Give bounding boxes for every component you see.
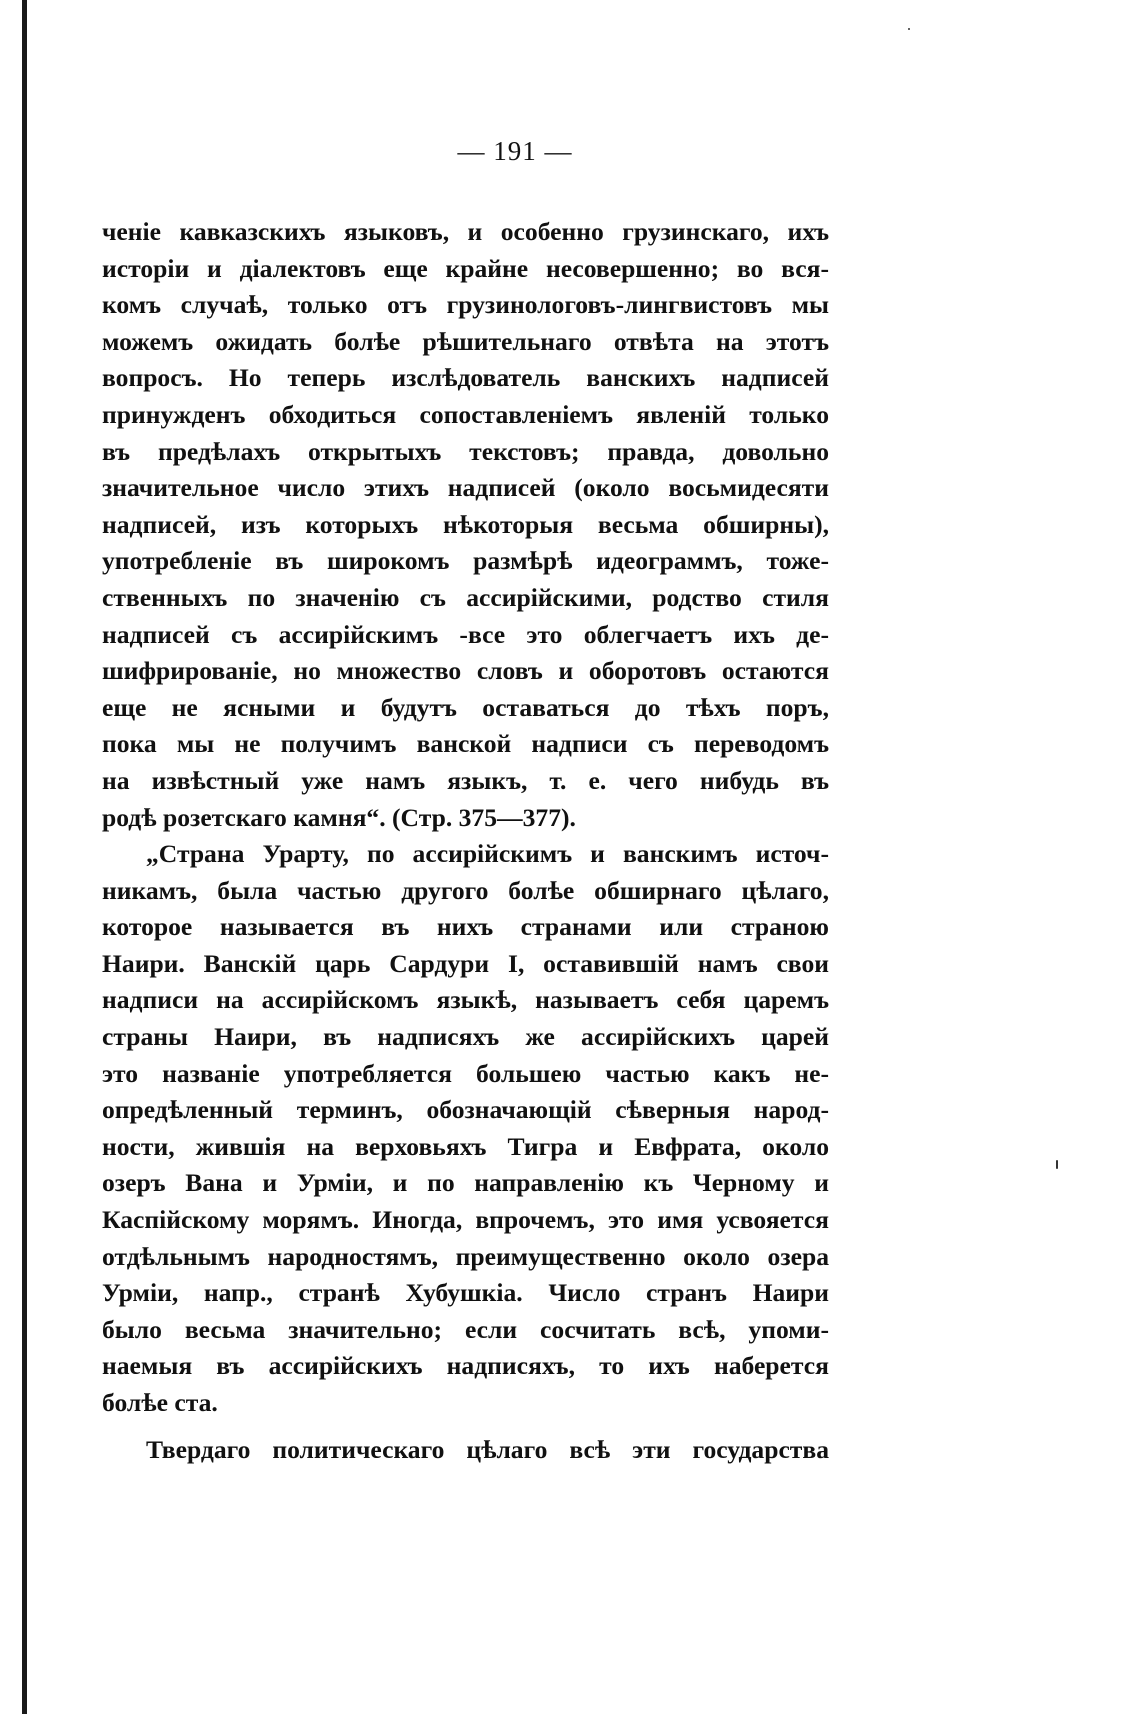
text-line: надписи на ассирійскомъ языкѣ, называетъ себя царемъ	[102, 985, 829, 1015]
text-line: „Страна Урарту, по ассирійскимъ и ванскимъ источ-	[146, 839, 829, 869]
text-line: на извѣстный уже намъ языкъ, т. е. чего нибудь въ	[102, 765, 829, 795]
text-line: ственныхъ по значенію съ ассирійскими, родство стиля	[102, 582, 829, 612]
page-number: — 191 —	[457, 136, 573, 166]
text-line: комъ случаѣ, только отъ грузинологовъ-лингвистовъ мы	[102, 290, 829, 320]
text-line: было весьма значительно; если сосчитать всѣ, упоми-	[102, 1314, 829, 1344]
text-line: Каспійскому морямъ. Иногда, впрочемъ, это имя усвояется	[102, 1205, 829, 1235]
text-line: Твердаго политическаго цѣлаго всѣ эти государства	[146, 1434, 829, 1464]
text-line: никамъ, была частью другого болѣе обширнаго цѣлаго,	[102, 875, 829, 905]
text-line: озеръ Вана и Урміи, и по направленію къ Черному и	[102, 1168, 829, 1198]
text-line: надписей, изъ которыхъ нѣкоторыя весьма обширны),	[102, 509, 829, 539]
text-line: которое называется въ нихъ странами или страною	[102, 912, 829, 942]
text-line: ности, жившія на верховьяхъ Тигра и Евфрата, около	[102, 1131, 829, 1161]
text-line: исторіи и діалектовъ еще крайне несовершенно; во вся-	[102, 253, 829, 283]
text-line: употребленіе въ широкомъ размѣрѣ идеограммъ, тоже-	[102, 546, 829, 576]
page-edge-shadow	[22, 0, 27, 1714]
paragraph-1	[102, 214, 829, 836]
text-line: принужденъ обходиться сопоставленіемъ явленій только	[102, 399, 829, 429]
text-line: значительное число этихъ надписей (около восьмидесяти	[102, 473, 829, 503]
body-text	[102, 214, 829, 1468]
text-line: болѣе ста.	[102, 1388, 218, 1417]
text-line: страны Наири, въ надписяхъ же ассирійскихъ царей	[102, 1022, 829, 1052]
text-line: шифрированіе, но множество словъ и оборотовъ остаются	[102, 656, 829, 686]
text-line: надписей съ ассирійскимъ -все это облегчаетъ ихъ де-	[102, 619, 829, 649]
scan-speck	[1056, 1160, 1058, 1169]
text-line: это названіе употребляется большею частью какъ не-	[102, 1058, 829, 1088]
text-line: Урміи, напр., странѣ Хубушкіа. Число странъ Наири	[102, 1278, 829, 1308]
text-line: Наири. Ванскій царь Сардури I, оставившій намъ свои	[102, 948, 829, 978]
text-line: наемыя въ ассирійскихъ надписяхъ, то ихъ наберется	[102, 1351, 829, 1381]
paragraph-2	[102, 836, 829, 1422]
text-line: въ предѣлахъ открытыхъ текстовъ; правда, довольно	[102, 436, 829, 466]
paragraph-3	[102, 1432, 829, 1469]
text-line: опредѣленный терминъ, обозначающій сѣверныя народ-	[102, 1095, 829, 1125]
text-line: пока мы не получимъ ванской надписи съ переводомъ	[102, 729, 829, 759]
text-line: родѣ розетскаго камня“. (Стр. 375—377).	[102, 802, 576, 832]
text-line: еще не ясными и будутъ оставаться до тѣхъ поръ,	[102, 692, 829, 722]
text-line: вопросъ. Но теперь изслѣдователь ванскихъ надписей	[102, 363, 829, 393]
text-line: отдѣльнымъ народностямъ, преимущественно около озера	[102, 1241, 829, 1271]
text-line: ченіе кавказскихъ языковъ, и особенно грузинскаго, ихъ	[102, 217, 829, 246]
text-line: можемъ ожидать болѣе рѣшительнаго отвѣта на этотъ	[102, 326, 829, 356]
scan-speck	[908, 28, 910, 30]
